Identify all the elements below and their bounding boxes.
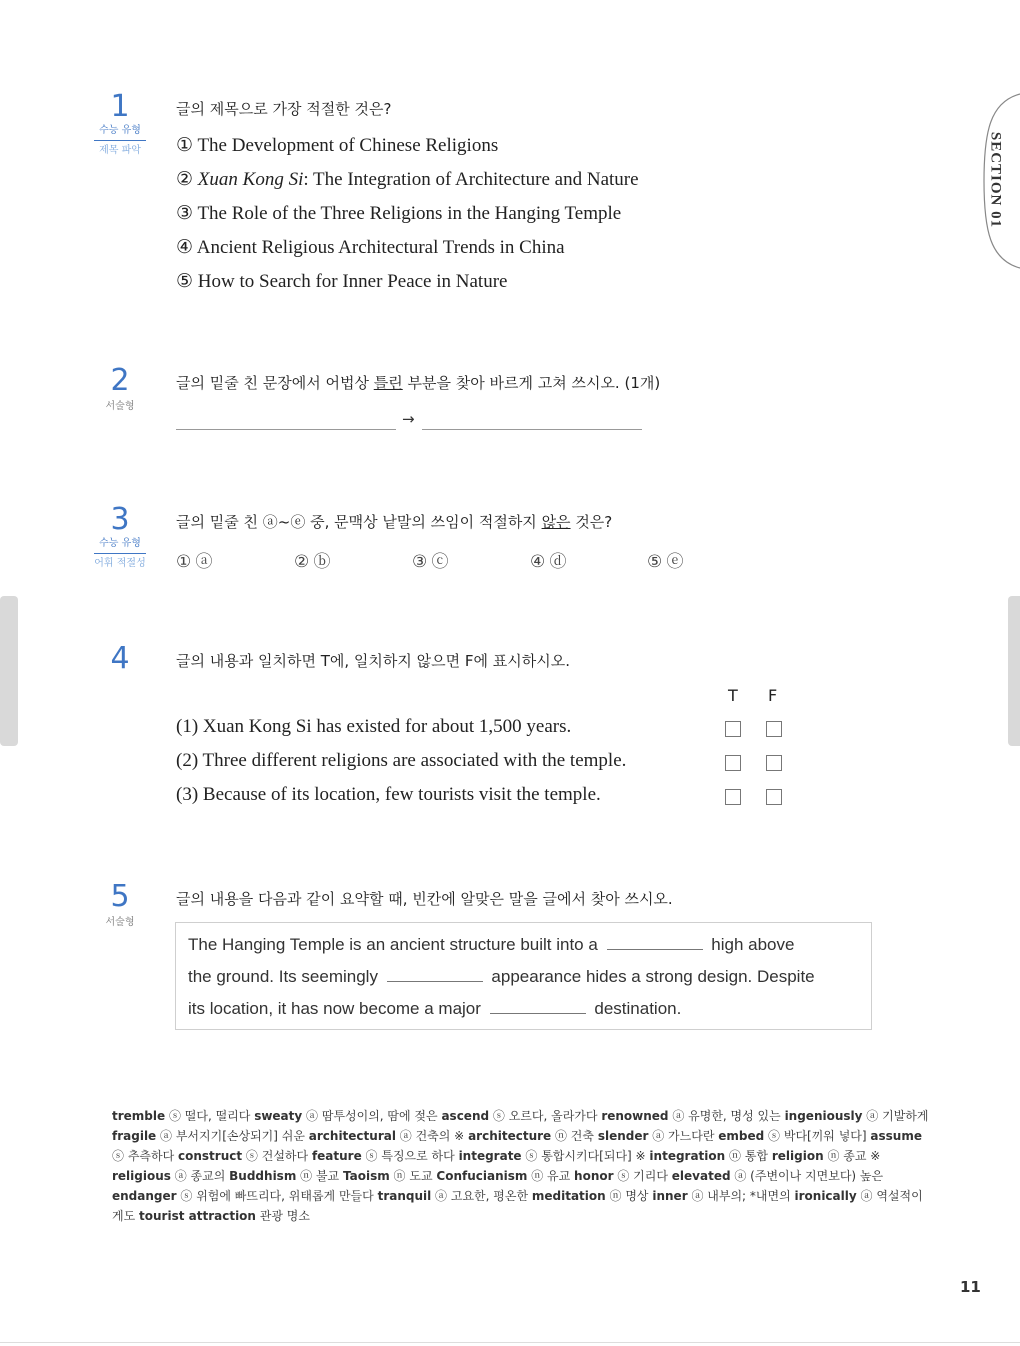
vocab-word: ingeniously [784, 1109, 863, 1123]
vocab-entry [178, 1149, 308, 1163]
vocab-word: architectural [308, 1129, 396, 1143]
question-number: 3 [110, 502, 130, 537]
vocab-entry [312, 1149, 455, 1163]
type-main: 수능 유형 [94, 537, 146, 554]
question-prompt: 글의 내용을 다음과 같이 요약할 때, 빈칸에 알맞은 말을 글에서 찾아 쓰시오. [176, 890, 673, 908]
vocab-word: integrate [458, 1149, 522, 1163]
prompt-part: 부분을 찾아 바르게 고쳐 쓰시오. (1개) [402, 374, 661, 392]
vocab-word: slender [597, 1129, 649, 1143]
vocab-word: inner [652, 1189, 688, 1203]
question-3 [90, 502, 910, 585]
vocab-meaning: ⓐ 고요한, 평온한 [431, 1189, 529, 1203]
vocab-entry [343, 1169, 433, 1183]
prev-page-handle[interactable] [0, 596, 18, 746]
choice-1[interactable]: ① ⓐ [176, 552, 213, 571]
choice-5[interactable]: ⑤ ⓔ [647, 552, 684, 571]
vocab-meaning: ⓝ 불교 [296, 1169, 340, 1183]
question-prompt: 글의 제목으로 가장 적절한 것은? [176, 100, 392, 118]
vocab-meaning: ⓢ 오르다, 올라가다 [489, 1109, 598, 1123]
summary-text: appearance hides a strong design. Despite [491, 967, 815, 986]
vocab-entry [772, 1149, 880, 1163]
option-4[interactable]: ④ Ancient Religious Architectural Trends in China [176, 237, 565, 258]
prompt-underlined: 틀린 [373, 374, 403, 392]
bottom-divider [0, 1342, 1020, 1343]
vocab-entry [459, 1149, 646, 1163]
vocabulary-list [112, 1106, 932, 1226]
summary-line-1 [188, 935, 794, 955]
type-label: 서술형 [105, 401, 135, 412]
vocab-word: feature [311, 1149, 362, 1163]
question-2 [90, 363, 910, 436]
summary-text: destination. [594, 999, 682, 1018]
vocab-word: religious [112, 1169, 171, 1183]
vocab-meaning: ⓢ 기리다 [613, 1169, 668, 1183]
statement-2: (2) Three different religions are associated with the temple. [176, 750, 627, 771]
vocab-entry [112, 1169, 225, 1183]
question-type [90, 124, 150, 158]
vocab-meaning: ⓐ 유명한, 명성 있는 [668, 1109, 781, 1123]
question-type [90, 916, 150, 930]
vocab-meaning: ⓢ 추측하다 [112, 1149, 175, 1163]
vocab-word: tranquil [377, 1189, 432, 1203]
question-prompt [176, 372, 660, 393]
choice-4[interactable]: ④ ⓓ [530, 552, 567, 571]
vocab-meaning: ⓐ 가느다란 [648, 1129, 715, 1143]
question-number: 5 [110, 879, 130, 914]
vocab-entry [139, 1209, 310, 1223]
prompt-part: 글의 밑줄 친 문장에서 어법상 [176, 374, 374, 392]
type-sub: 제목 파악 [99, 145, 141, 156]
vocab-entry [785, 1109, 929, 1123]
question-type [90, 400, 150, 414]
vocab-word: sweaty [254, 1109, 303, 1123]
vocab-entry [574, 1169, 668, 1183]
vocab-meaning: ⓝ 건축 [551, 1129, 594, 1143]
vocab-meaning: ⓐ (주변이나 지면보다) 높은 [730, 1169, 884, 1183]
vocab-meaning: ⓢ 박다[끼워 넣다] [764, 1129, 867, 1143]
vocab-entry [601, 1109, 780, 1123]
vocab-meaning: ⓝ 도교 [389, 1169, 433, 1183]
vocab-entry [598, 1129, 715, 1143]
type-main: 수능 유형 [94, 124, 146, 141]
true-checkbox-3[interactable] [725, 789, 741, 805]
vocab-entry [309, 1129, 464, 1143]
option-2-rest: : The Integration of Architecture and Nature [303, 169, 639, 190]
vocab-word: construct [178, 1149, 243, 1163]
vocab-word: tremble [112, 1109, 166, 1123]
type-sub: 어휘 적절성 [94, 558, 146, 569]
false-column-header: F [768, 686, 778, 705]
vocab-entry [112, 1129, 305, 1143]
section-label: SECTION 01 [987, 131, 1004, 229]
vocab-word: assume [870, 1129, 922, 1143]
vocab-meaning: ⓢ 떨다, 떨리다 [165, 1109, 251, 1123]
vocab-meaning: ⓝ 통합 [725, 1149, 769, 1163]
vocab-entry [436, 1169, 570, 1183]
vocab-meaning: ⓝ 종교 ※ [823, 1149, 881, 1163]
vocab-word: Taoism [342, 1169, 390, 1183]
vocab-meaning: ⓐ 건축의 ※ [395, 1129, 465, 1143]
summary-blank-2[interactable] [387, 967, 483, 982]
vocab-word: ironically [794, 1189, 857, 1203]
vocab-entry [468, 1129, 594, 1143]
vocab-word: renowned [601, 1109, 669, 1123]
summary-line-2 [188, 967, 815, 987]
question-number: 1 [110, 89, 130, 124]
vocab-meaning: ⓐ 내부의; *내면의 [687, 1189, 791, 1203]
vocab-word: elevated [671, 1169, 731, 1183]
vocab-meaning: ⓐ 땀투성이의, 땀에 젖은 [302, 1109, 438, 1123]
vocab-word: integration [649, 1149, 726, 1163]
prompt-underlined: 않은 [541, 513, 571, 531]
vocab-word: ascend [441, 1109, 490, 1123]
vocab-word: tourist attraction [139, 1209, 256, 1223]
vocab-entry [112, 1109, 250, 1123]
vocab-word: meditation [531, 1189, 606, 1203]
vocab-word: fragile [112, 1129, 157, 1143]
next-page-handle[interactable] [1008, 596, 1020, 746]
vocab-entry [532, 1189, 649, 1203]
option-2-marker: ② [176, 169, 194, 190]
vocab-entry [254, 1109, 437, 1123]
vocab-meaning: 관광 명소 [255, 1209, 310, 1223]
vocab-entry [229, 1169, 339, 1183]
vocab-meaning: ⓐ 기발하게 [862, 1109, 929, 1123]
false-checkbox-1[interactable] [766, 721, 782, 737]
answer-blank-after[interactable] [422, 428, 642, 430]
vocab-entry [112, 1189, 374, 1203]
vocab-entry [672, 1169, 883, 1183]
summary-text: high above [711, 935, 795, 954]
type-label: 서술형 [105, 917, 135, 928]
true-checkbox-2[interactable] [725, 755, 741, 771]
vocab-meaning: ⓢ 위험에 빠뜨리다, 위태롭게 만들다 [176, 1189, 374, 1203]
summary-line-3 [188, 999, 681, 1019]
prompt-part: 글의 밑줄 친 ⓐ~ⓔ 중, 문맥상 낱말의 쓰임이 적절하지 [176, 513, 542, 531]
summary-text: the ground. Its seemingly [188, 967, 378, 986]
vocab-meaning: ⓢ 특징으로 하다 [361, 1149, 455, 1163]
vocab-meaning: ⓝ 명상 [605, 1189, 649, 1203]
vocab-word: religion [771, 1149, 824, 1163]
option-5[interactable]: ⑤ How to Search for Inner Peace in Nature [176, 271, 508, 292]
vocab-word: honor [574, 1169, 614, 1183]
statement-3: (3) Because of its location, few tourists visit the temple. [176, 784, 601, 805]
vocab-meaning: ⓐ 종교의 [170, 1169, 226, 1183]
vocab-word: architecture [468, 1129, 552, 1143]
question-1 [90, 89, 910, 302]
answer-blank-before[interactable] [176, 428, 396, 430]
summary-box [175, 922, 872, 1030]
vocab-entry [652, 1189, 790, 1203]
statement-1: (1) Xuan Kong Si has existed for about 1,500 years. [176, 716, 572, 737]
question-number: 2 [110, 363, 130, 398]
question-5 [90, 879, 910, 928]
option-2[interactable] [176, 168, 639, 191]
vocab-word: Buddhism [229, 1169, 297, 1183]
question-prompt [176, 511, 612, 532]
vocab-word: endanger [112, 1189, 177, 1203]
summary-blank-3[interactable] [490, 999, 586, 1014]
vocab-word: Confucianism [436, 1169, 528, 1183]
question-type [90, 537, 150, 571]
vocab-meaning: ⓐ 부서지기[손상되기] 쉬운 [156, 1129, 305, 1143]
arrow-icon: → [402, 410, 415, 428]
false-checkbox-3[interactable] [766, 789, 782, 805]
true-column-header: T [728, 686, 738, 705]
option-3[interactable]: ③ The Role of the Three Religions in the Hanging Temple [176, 203, 622, 224]
vocab-entry [378, 1189, 528, 1203]
summary-blank-1[interactable] [607, 935, 703, 950]
true-checkbox-1[interactable] [725, 721, 741, 737]
choice-2[interactable]: ② ⓑ [294, 552, 331, 571]
page-number: 11 [960, 1278, 981, 1296]
question-number: 4 [110, 641, 130, 676]
option-2-italic: Xuan Kong Si [197, 169, 304, 190]
vocab-meaning: ⓢ 통합시키다[되다] ※ [521, 1149, 646, 1163]
question-prompt: 글의 내용과 일치하면 T에, 일치하지 않으면 F에 표시하시오. [176, 652, 570, 670]
vocab-meaning: ⓝ 유교 [527, 1169, 571, 1183]
vocab-word: embed [718, 1129, 765, 1143]
question-4 [90, 641, 910, 814]
vocab-meaning: ⓢ 건설하다 [242, 1149, 309, 1163]
false-checkbox-2[interactable] [766, 755, 782, 771]
choice-3[interactable]: ③ ⓒ [412, 552, 449, 571]
vocab-entry [649, 1149, 768, 1163]
vocab-meaning: ⓐ 역설적이게도 [112, 1189, 923, 1223]
vocab-entry [718, 1129, 866, 1143]
vocab-entry [441, 1109, 597, 1123]
summary-text: The Hanging Temple is an ancient structure built into a [188, 935, 598, 954]
prompt-part: 것은? [570, 513, 613, 531]
summary-text: its location, it has now become a major [188, 999, 481, 1018]
option-1[interactable]: ① The Development of Chinese Religions [176, 135, 499, 156]
